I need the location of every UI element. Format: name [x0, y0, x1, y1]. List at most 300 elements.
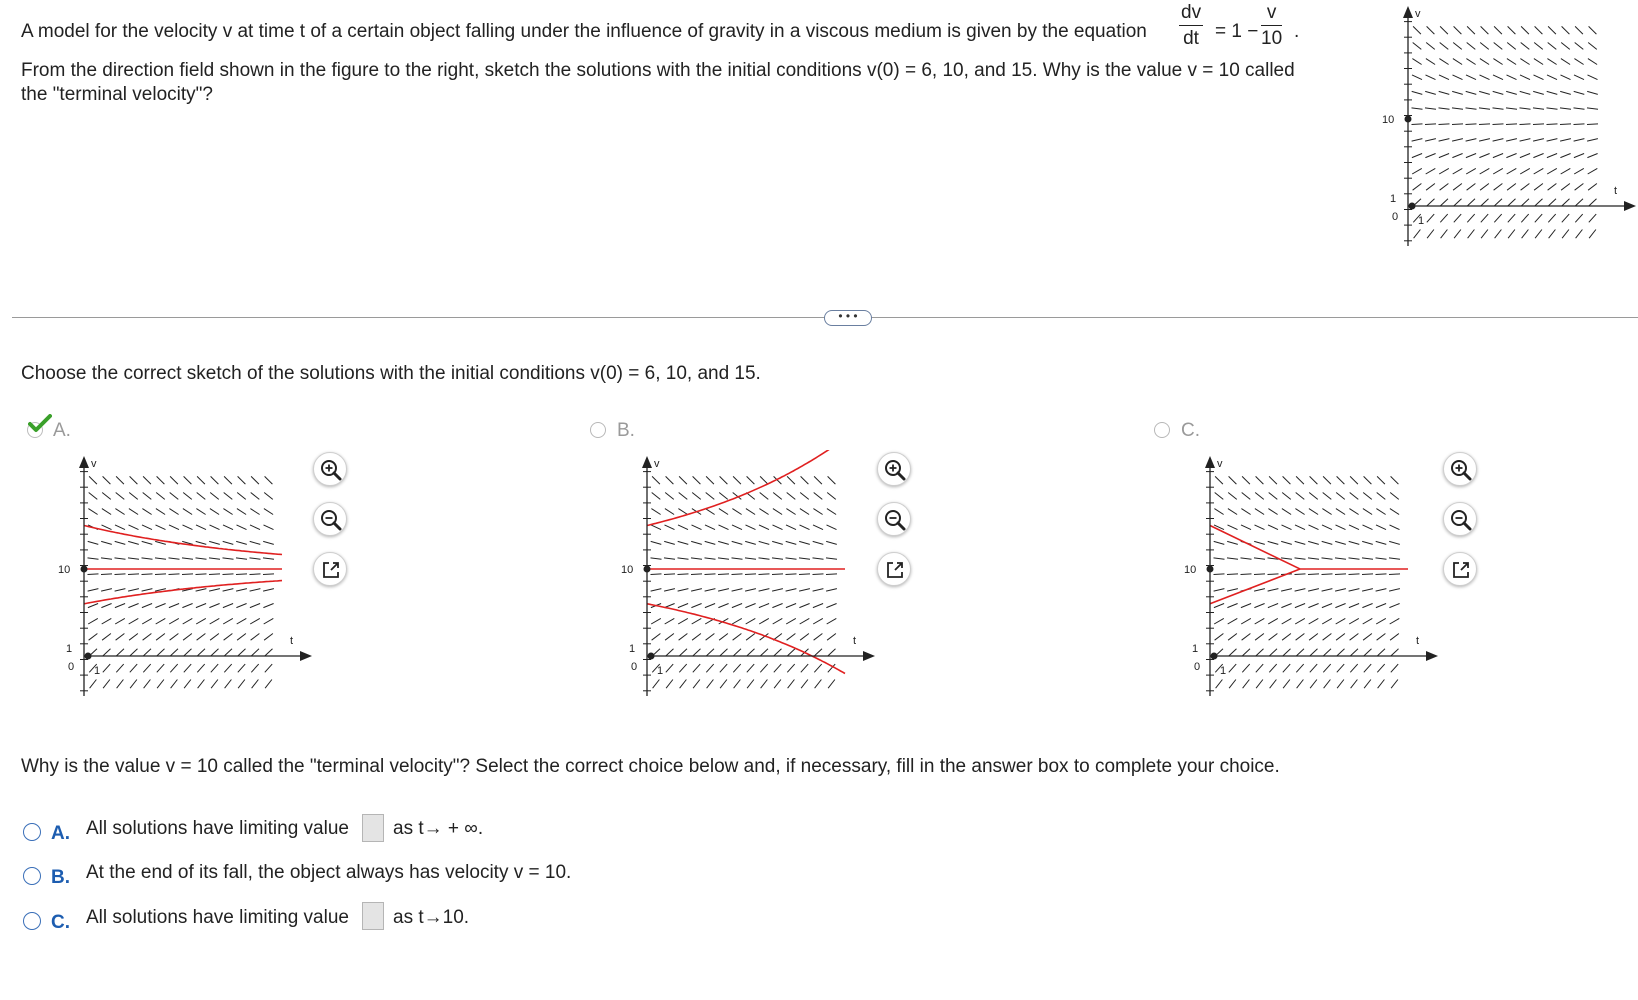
field-slope-mark [1413, 43, 1422, 50]
solution-curve [84, 581, 282, 604]
field-slope-mark [1350, 493, 1359, 500]
field-slope-mark [1508, 26, 1516, 34]
field-slope-mark [1227, 604, 1237, 608]
field-slope-mark [1452, 91, 1463, 94]
field-slope-mark [89, 634, 98, 641]
tick-label-0: 0 [1392, 211, 1399, 223]
field-slope-mark [801, 476, 809, 484]
field-slope-mark [1414, 230, 1421, 239]
field-slope-mark [705, 525, 715, 530]
field-slope-mark [155, 558, 166, 559]
field-slope-mark [89, 476, 97, 484]
option-b-zoom-out-button[interactable] [877, 502, 911, 536]
field-slope-mark [1547, 154, 1557, 158]
field-slope-mark [1363, 618, 1373, 624]
field-slope-mark [1255, 509, 1264, 515]
field-slope-mark [157, 664, 164, 672]
field-slope-mark [1349, 541, 1360, 544]
field-slope-mark [251, 649, 259, 657]
option-a-popout-button[interactable] [313, 552, 347, 586]
field-slope-mark [115, 541, 126, 544]
field-slope-mark [101, 574, 112, 575]
field-slope-mark [1561, 168, 1571, 174]
field-slope-mark [1452, 139, 1463, 142]
field-slope-mark [691, 589, 702, 592]
field-slope-mark [759, 574, 770, 575]
t-axis-arrow [1624, 201, 1636, 211]
field-slope-mark [1281, 558, 1292, 559]
field-slope-mark [705, 509, 714, 515]
option-b-popout-button[interactable] [877, 552, 911, 586]
t-axis-arrow [300, 651, 312, 661]
field-slope-mark [1308, 558, 1319, 559]
field-slope-mark [1534, 59, 1543, 65]
field-slope-mark [1452, 108, 1463, 109]
field-slope-mark [1507, 184, 1516, 191]
field-slope-mark [1214, 509, 1223, 515]
field-slope-mark [693, 476, 701, 484]
field-slope-mark [197, 493, 206, 500]
field-slope-mark [210, 509, 219, 515]
choice-a-letter: A. [51, 823, 70, 844]
field-slope-mark [678, 525, 688, 530]
field-slope-mark [1268, 525, 1278, 530]
field-slope-mark [1269, 493, 1278, 500]
t-axis-label: t [1614, 185, 1618, 197]
field-slope-mark [1350, 476, 1358, 484]
field-slope-mark [1493, 139, 1504, 142]
field-slope-mark [1426, 168, 1436, 174]
field-slope-mark [814, 634, 823, 641]
field-slope-mark [1282, 509, 1291, 515]
field-slope-mark [786, 541, 797, 544]
field-slope-mark [1426, 43, 1435, 50]
field-slope-mark [718, 589, 729, 592]
field-slope-mark [1229, 476, 1237, 484]
field-slope-mark [210, 618, 220, 624]
field-slope-mark [1310, 680, 1317, 689]
field-slope-mark [1535, 230, 1542, 239]
solution-curve [647, 450, 845, 526]
field-slope-mark [1560, 91, 1571, 94]
option-a-zoom-in-button[interactable] [313, 452, 347, 486]
field-slope-mark [1363, 493, 1372, 500]
choice-b-letter: B. [51, 867, 70, 888]
field-slope-mark [828, 680, 835, 689]
field-slope-mark [130, 649, 138, 657]
field-slope-mark [813, 618, 823, 624]
field-slope-mark [129, 618, 139, 624]
option-b-graph[interactable] [613, 450, 877, 702]
field-slope-mark [1215, 634, 1224, 641]
field-slope-mark [1362, 589, 1373, 592]
field-slope-mark [169, 509, 178, 515]
field-slope-mark [198, 680, 205, 689]
choice-a-radio[interactable] [23, 823, 41, 841]
field-slope-mark [1453, 184, 1462, 191]
field-slope-mark [1227, 541, 1238, 544]
more-options-button[interactable]: • • • [824, 310, 872, 326]
field-slope-mark [196, 541, 207, 544]
field-slope-mark [156, 525, 166, 530]
field-slope-mark [707, 680, 714, 689]
option-c-popout-button[interactable] [1443, 552, 1477, 586]
field-slope-mark [1216, 680, 1223, 689]
point-v10 [644, 566, 651, 573]
field-slope-mark [1452, 124, 1463, 125]
choice-c-radio[interactable] [23, 912, 41, 930]
field-slope-mark [250, 604, 260, 608]
field-slope-mark [263, 604, 273, 608]
field-slope-mark [1229, 680, 1236, 689]
field-slope-mark [759, 558, 770, 559]
field-slope-mark [1535, 214, 1542, 222]
field-slope-mark [211, 680, 218, 689]
field-slope-mark [1508, 230, 1515, 239]
field-slope-mark [1296, 664, 1303, 672]
v-axis-label: v [654, 458, 660, 470]
v-axis-label: v [1217, 458, 1223, 470]
field-slope-mark [706, 634, 715, 641]
field-slope-mark [143, 493, 152, 500]
field-slope-mark [1480, 75, 1490, 80]
field-slope-mark [1587, 154, 1597, 158]
field-slope-mark [1425, 91, 1436, 94]
field-slope-mark [1309, 509, 1318, 515]
field-slope-mark [1547, 59, 1556, 65]
t-axis-label: t [290, 635, 294, 647]
field-slope-mark [733, 664, 740, 672]
field-slope-mark [1466, 168, 1476, 174]
field-slope-mark [1323, 649, 1331, 657]
tick-label-0: 0 [68, 661, 75, 673]
field-slope-mark [1390, 634, 1399, 641]
option-a-graph[interactable] [50, 450, 314, 702]
field-slope-mark [263, 589, 274, 592]
field-slope-mark [1440, 184, 1449, 191]
field-slope-mark [155, 574, 166, 575]
field-slope-mark [1295, 604, 1305, 608]
field-slope-mark [1560, 139, 1571, 142]
field-slope-mark [1467, 43, 1476, 50]
field-slope-mark [1547, 168, 1557, 174]
field-slope-mark [251, 634, 260, 641]
field-slope-mark [733, 476, 741, 484]
field-slope-mark [1268, 574, 1279, 575]
field-slope-mark [1549, 230, 1556, 239]
field-slope-mark [102, 618, 112, 624]
field-slope-mark [223, 541, 234, 544]
field-slope-mark [1533, 139, 1544, 142]
field-slope-mark [1242, 476, 1250, 484]
option-b-radio[interactable] [590, 422, 606, 438]
field-slope-mark [734, 680, 741, 689]
field-slope-mark [827, 634, 836, 641]
field-slope-mark [1241, 558, 1252, 559]
field-slope-mark [813, 509, 822, 515]
field-slope-mark [651, 525, 661, 530]
field-slope-mark [1439, 91, 1450, 94]
field-slope-mark [1363, 634, 1372, 641]
field-slope-mark [209, 541, 220, 544]
field-slope-mark [183, 509, 192, 515]
field-slope-mark [799, 574, 810, 575]
field-slope-mark [116, 493, 125, 500]
field-slope-mark [1479, 154, 1489, 158]
field-slope-mark [1391, 680, 1398, 689]
field-slope-mark [732, 574, 743, 575]
field-slope-mark [1494, 199, 1502, 207]
field-slope-mark [1391, 476, 1399, 484]
field-slope-mark [1520, 59, 1529, 65]
field-slope-mark [197, 634, 206, 641]
field-slope-mark [732, 604, 742, 608]
field-slope-mark [1364, 476, 1372, 484]
field-slope-mark [116, 476, 124, 484]
field-slope-mark [1468, 230, 1475, 239]
field-slope-mark [1425, 124, 1436, 125]
field-slope-mark [1562, 214, 1569, 222]
option-c-zoom-in-button[interactable] [1443, 452, 1477, 486]
field-slope-mark [1255, 618, 1265, 624]
field-slope-mark [1520, 91, 1531, 94]
field-slope-mark [1282, 493, 1291, 500]
field-slope-mark [732, 618, 742, 624]
field-slope-mark [1587, 108, 1598, 109]
field-slope-mark [718, 541, 729, 544]
field-slope-mark [102, 525, 112, 530]
field-slope-mark [1588, 168, 1598, 174]
field-slope-mark [196, 574, 207, 575]
field-slope-mark [1255, 634, 1264, 641]
field-slope-mark [1534, 184, 1543, 191]
field-slope-mark [651, 618, 661, 624]
field-slope-mark [1467, 26, 1475, 34]
zoom-in-icon [314, 453, 348, 487]
field-slope-mark [679, 649, 687, 657]
field-slope-mark [1520, 75, 1530, 80]
field-slope-mark [1493, 124, 1504, 125]
field-slope-mark [732, 509, 741, 515]
field-slope-mark [170, 476, 178, 484]
field-slope-mark [1574, 91, 1585, 94]
field-slope-mark [209, 558, 220, 559]
field-slope-mark [1522, 230, 1529, 239]
field-slope-mark [1350, 664, 1357, 672]
field-slope-mark [1283, 680, 1290, 689]
field-slope-mark [1322, 589, 1333, 592]
field-slope-mark [1362, 574, 1373, 575]
field-slope-mark [1281, 541, 1292, 544]
field-slope-mark [1575, 199, 1583, 207]
field-slope-mark [264, 525, 274, 530]
field-slope-mark [1390, 525, 1400, 530]
field-slope-mark [1533, 124, 1544, 125]
field-slope-mark [718, 604, 728, 608]
field-slope-mark [651, 541, 662, 544]
field-slope-mark [774, 664, 781, 672]
field-slope-mark [706, 649, 714, 657]
field-slope-mark [745, 541, 756, 544]
field-slope-mark [1256, 649, 1264, 657]
field-slope-mark [238, 680, 245, 689]
field-slope-mark [129, 509, 138, 515]
field-slope-mark [1349, 525, 1359, 530]
field-slope-mark [1575, 184, 1584, 191]
field-slope-mark [1427, 199, 1435, 207]
zoom-out-icon [1444, 503, 1478, 537]
t-axis-arrow [1426, 651, 1438, 661]
field-slope-mark [250, 525, 260, 530]
field-slope-mark [1587, 91, 1598, 94]
field-slope-mark [224, 649, 232, 657]
field-slope-mark [1282, 618, 1292, 624]
t-tick-label-1: 1 [1220, 665, 1227, 677]
field-slope-mark [1439, 75, 1449, 80]
field-slope-mark [691, 574, 702, 575]
field-slope-mark [1214, 541, 1225, 544]
field-slope-mark [1391, 649, 1399, 657]
field-slope-mark [263, 541, 274, 544]
option-a-zoom-out-button[interactable] [313, 502, 347, 536]
field-slope-mark [1534, 43, 1543, 50]
checkmark-icon [28, 414, 52, 434]
field-slope-mark [1268, 604, 1278, 608]
field-slope-mark [651, 558, 662, 559]
field-slope-mark [116, 634, 125, 641]
field-slope-mark [196, 604, 206, 608]
field-slope-mark [1390, 618, 1400, 624]
field-slope-mark [250, 541, 261, 544]
field-slope-mark [1349, 618, 1359, 624]
field-slope-mark [693, 680, 700, 689]
field-slope-mark [760, 493, 769, 500]
field-slope-mark [128, 558, 139, 559]
field-slope-mark [223, 509, 232, 515]
option-c-graph[interactable] [1176, 450, 1440, 702]
field-slope-mark [1268, 509, 1277, 515]
field-slope-mark [1322, 618, 1332, 624]
field-slope-mark [826, 574, 837, 575]
field-slope-mark [1439, 168, 1449, 174]
choice-c-suffix: as t→10. [393, 907, 470, 928]
field-slope-mark [251, 664, 258, 672]
option-b-zoom-in-button[interactable] [877, 452, 911, 486]
option-c-radio[interactable] [1154, 422, 1170, 438]
field-slope-mark [1412, 59, 1421, 65]
field-slope-mark [786, 589, 797, 592]
field-slope-mark [103, 664, 110, 672]
field-slope-mark [1574, 108, 1585, 109]
field-slope-mark [678, 604, 688, 608]
equation-period: . [1294, 21, 1300, 42]
field-slope-mark [772, 589, 783, 592]
field-slope-mark [1534, 168, 1544, 174]
field-slope-mark [1335, 574, 1346, 575]
field-slope-mark [1574, 154, 1584, 158]
field-slope-mark [182, 558, 193, 559]
field-slope-mark [116, 649, 124, 657]
field-slope-mark [1439, 154, 1449, 158]
field-slope-mark [1323, 664, 1330, 672]
choice-b-radio[interactable] [23, 867, 41, 885]
field-slope-mark [1412, 75, 1422, 80]
part1-prompt: Choose the correct sketch of the solutions with the initial conditions v(0) = 6, 10, and 15. [21, 363, 761, 384]
field-slope-mark [786, 618, 796, 624]
field-slope-mark [1390, 493, 1399, 500]
field-slope-mark [143, 634, 152, 641]
field-slope-mark [1270, 680, 1277, 689]
field-slope-mark [1389, 541, 1400, 544]
field-slope-mark [1589, 199, 1597, 207]
field-slope-mark [196, 509, 205, 515]
field-slope-mark [1588, 43, 1597, 50]
field-slope-mark [223, 574, 234, 575]
field-slope-mark [143, 649, 151, 657]
field-slope-mark [1309, 618, 1319, 624]
field-slope-mark [813, 604, 823, 608]
field-slope-mark [1377, 493, 1386, 500]
choice-c-answer-box[interactable] [362, 902, 384, 930]
field-slope-mark [1254, 574, 1265, 575]
t-tick-label-1: 1 [657, 665, 664, 677]
field-slope-mark [224, 493, 233, 500]
field-slope-mark [678, 589, 689, 592]
field-slope-mark [1454, 214, 1461, 222]
field-slope-mark [718, 558, 729, 559]
field-slope-mark [679, 634, 688, 641]
field-slope-mark [1282, 634, 1291, 641]
field-slope-mark [1214, 558, 1225, 559]
field-slope-mark [1295, 589, 1306, 592]
field-slope-mark [1412, 139, 1423, 142]
field-slope-mark [184, 649, 192, 657]
field-slope-mark [772, 541, 783, 544]
field-slope-mark [223, 604, 233, 608]
field-slope-mark [1309, 525, 1319, 530]
field-slope-mark [237, 509, 246, 515]
field-slope-mark [1520, 124, 1531, 125]
field-slope-mark [142, 541, 153, 544]
choice-a-answer-box[interactable] [362, 814, 384, 842]
field-slope-mark [1561, 43, 1570, 50]
field-slope-mark [1520, 139, 1531, 142]
field-slope-mark [732, 589, 743, 592]
field-slope-mark [691, 604, 701, 608]
option-c-zoom-out-button[interactable] [1443, 502, 1477, 536]
field-slope-mark [169, 525, 179, 530]
field-slope-mark [263, 558, 274, 559]
field-slope-mark [1507, 43, 1516, 50]
field-slope-mark [1521, 26, 1529, 34]
field-slope-mark [1481, 214, 1488, 222]
field-slope-mark [1349, 574, 1360, 575]
field-slope-mark [157, 476, 165, 484]
field-slope-mark [800, 634, 809, 641]
field-slope-mark [747, 476, 755, 484]
field-slope-mark [1362, 541, 1373, 544]
field-slope-mark [1268, 541, 1279, 544]
zoom-out-icon [878, 503, 912, 537]
field-slope-mark [238, 649, 246, 657]
field-slope-mark [142, 604, 152, 608]
field-slope-mark [1412, 154, 1422, 158]
field-slope-mark [101, 589, 112, 592]
field-slope-mark [815, 680, 822, 689]
field-slope-mark [1214, 574, 1225, 575]
field-slope-mark [1281, 589, 1292, 592]
field-slope-mark [250, 558, 261, 559]
